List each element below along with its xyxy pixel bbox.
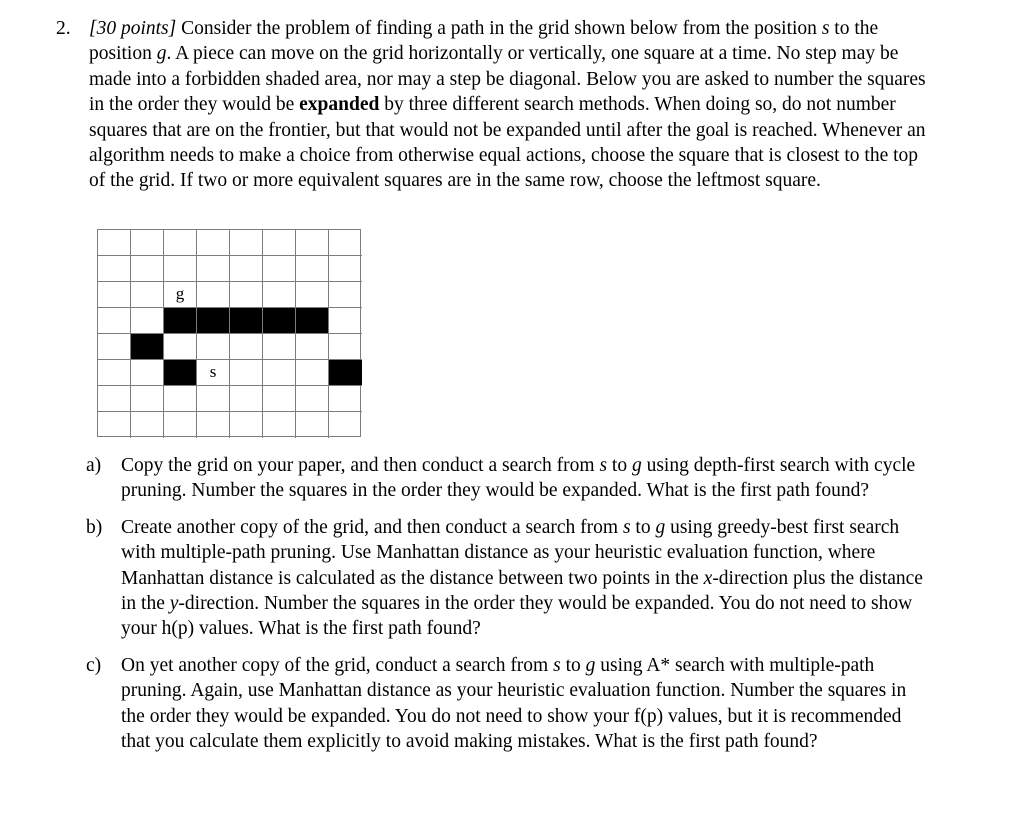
grid-cell	[329, 256, 362, 282]
question-number: 2.	[56, 18, 71, 39]
grid-cell	[230, 230, 263, 256]
grid-cell	[98, 282, 131, 308]
part-b	[86, 515, 926, 642]
part-a	[86, 453, 926, 504]
grid-cell	[263, 256, 296, 282]
grid-cell-start: s	[197, 360, 230, 386]
emphasis-expanded: expanded	[299, 94, 380, 116]
part-text: using greedy-best first search with multiple-path pruning. Use Manhattan distance as your heuristic evaluation function, where Manhattan distance is calculated as the distance between two points in the	[121, 516, 900, 589]
part-text: using depth-first search with cycle pruning. Number the squares in the order they would be expanded. What is the first path found?	[121, 455, 916, 502]
question-2	[56, 16, 936, 194]
part-text: Copy the grid on your paper, and then conduct a search from	[121, 455, 600, 476]
part-text: to	[607, 455, 632, 476]
grid-cell	[296, 230, 329, 256]
grid-cell	[230, 412, 263, 438]
grid-cell-blocked	[164, 308, 197, 334]
goal-symbol: g	[585, 654, 596, 676]
question-points: [30 points]	[89, 18, 177, 39]
grid-cell	[164, 386, 197, 412]
part-text: On yet another copy of the grid, conduct a search from	[121, 654, 554, 676]
question-prompt	[89, 16, 936, 194]
grid-cell	[263, 360, 296, 386]
grid-cell-blocked	[197, 308, 230, 334]
prompt-text: by three different search methods. When doing so, do not number squares that are on the frontier, but that would not be expanded until after the goal is reached. Whenever an algorithm needs to make a choice from otherwise equal actions, choose the square that is closest to the top of the grid. If two or more equivalent squares are in the same row, choose the leftmost square.	[89, 94, 926, 192]
grid-cell	[230, 386, 263, 412]
grid-cell	[263, 412, 296, 438]
grid-cell	[131, 282, 164, 308]
grid-cell	[131, 386, 164, 412]
start-symbol: s	[553, 654, 561, 676]
grid-cell	[98, 412, 131, 438]
grid-cell-blocked	[131, 334, 164, 360]
grid-cell	[164, 334, 197, 360]
goal-symbol: g	[156, 43, 167, 65]
part-text: to	[560, 654, 586, 676]
grid-cell-blocked	[296, 308, 329, 334]
grid-cell	[329, 412, 362, 438]
part-text: to	[630, 516, 656, 538]
grid-cell-blocked	[329, 360, 362, 386]
part-text: -direction. Number the squares in the order they would be expanded. You do not need to show your h(p) values. What is the first path found?	[121, 593, 913, 640]
goal-symbol: g	[631, 455, 642, 476]
grid-cell	[263, 334, 296, 360]
prompt-text: Consider the problem of finding a path in the grid shown below from the position	[176, 18, 822, 39]
start-symbol: s	[821, 18, 830, 39]
start-symbol: s	[622, 516, 631, 538]
grid-cell	[197, 256, 230, 282]
grid-cell	[329, 334, 362, 360]
grid-cell	[329, 230, 362, 256]
grid-cell	[263, 282, 296, 308]
grid-cell	[164, 412, 197, 438]
search-grid	[97, 229, 361, 437]
grid-cell	[230, 334, 263, 360]
grid-cell	[98, 360, 131, 386]
grid-cell	[164, 230, 197, 256]
grid-cell	[329, 308, 362, 334]
part-b-label: b)	[86, 516, 103, 538]
start-symbol: s	[599, 455, 608, 476]
grid-cell	[98, 386, 131, 412]
prompt-text: . A piece can move on the grid horizontally or vertically, one square at a time. No step may be made into a forbidden shaded area, nor may a step be diagonal. Below you are asked to number the squares in the order they would be	[89, 43, 926, 116]
grid-cell	[98, 308, 131, 334]
grid-cell	[296, 412, 329, 438]
part-text: using A* search with multiple-path pruning. Again, use Manhattan distance as your heuristic evaluation function. Number the squares in the order they would be expanded. You do not need to show your f(p) values, but it is recommended that you calculate them explicitly to avoid making mistakes. What is the first path found?	[121, 654, 907, 753]
y-symbol: y	[169, 593, 179, 615]
grid-cell	[296, 386, 329, 412]
grid-cell	[263, 230, 296, 256]
grid-cell	[263, 386, 296, 412]
part-text: -direction plus the distance in the	[121, 567, 923, 615]
grid-cell	[230, 360, 263, 386]
grid-cell-blocked	[263, 308, 296, 334]
grid-cell	[131, 230, 164, 256]
grid-cell	[164, 256, 197, 282]
x-symbol: x	[703, 567, 713, 589]
grid-cell-blocked	[230, 308, 263, 334]
grid-cell	[98, 230, 131, 256]
grid-cell	[131, 308, 164, 334]
goal-symbol: g	[655, 516, 666, 538]
part-c	[86, 653, 926, 755]
grid-cell	[197, 386, 230, 412]
grid-cell	[296, 282, 329, 308]
grid-cell	[296, 334, 329, 360]
prompt-text: to the position	[89, 18, 879, 65]
grid-cell-goal: g	[164, 282, 197, 308]
grid-cell	[329, 282, 362, 308]
grid-cell-blocked	[164, 360, 197, 386]
part-a-label: a)	[86, 455, 102, 476]
grid-cell	[230, 256, 263, 282]
grid-cell	[296, 360, 329, 386]
part-text: Create another copy of the grid, and then conduct a search from	[121, 516, 623, 538]
grid-cell	[131, 256, 164, 282]
grid-cell	[197, 412, 230, 438]
grid-cell	[197, 282, 230, 308]
grid-cell	[329, 386, 362, 412]
grid-cell	[131, 360, 164, 386]
grid-cell	[197, 230, 230, 256]
grid-cell	[131, 412, 164, 438]
grid-cell	[230, 282, 263, 308]
grid-cell	[296, 256, 329, 282]
grid-cell	[197, 334, 230, 360]
grid-cell	[98, 334, 131, 360]
sub-questions	[86, 453, 926, 754]
part-c-label: c)	[86, 654, 102, 676]
grid-cell	[98, 256, 131, 282]
